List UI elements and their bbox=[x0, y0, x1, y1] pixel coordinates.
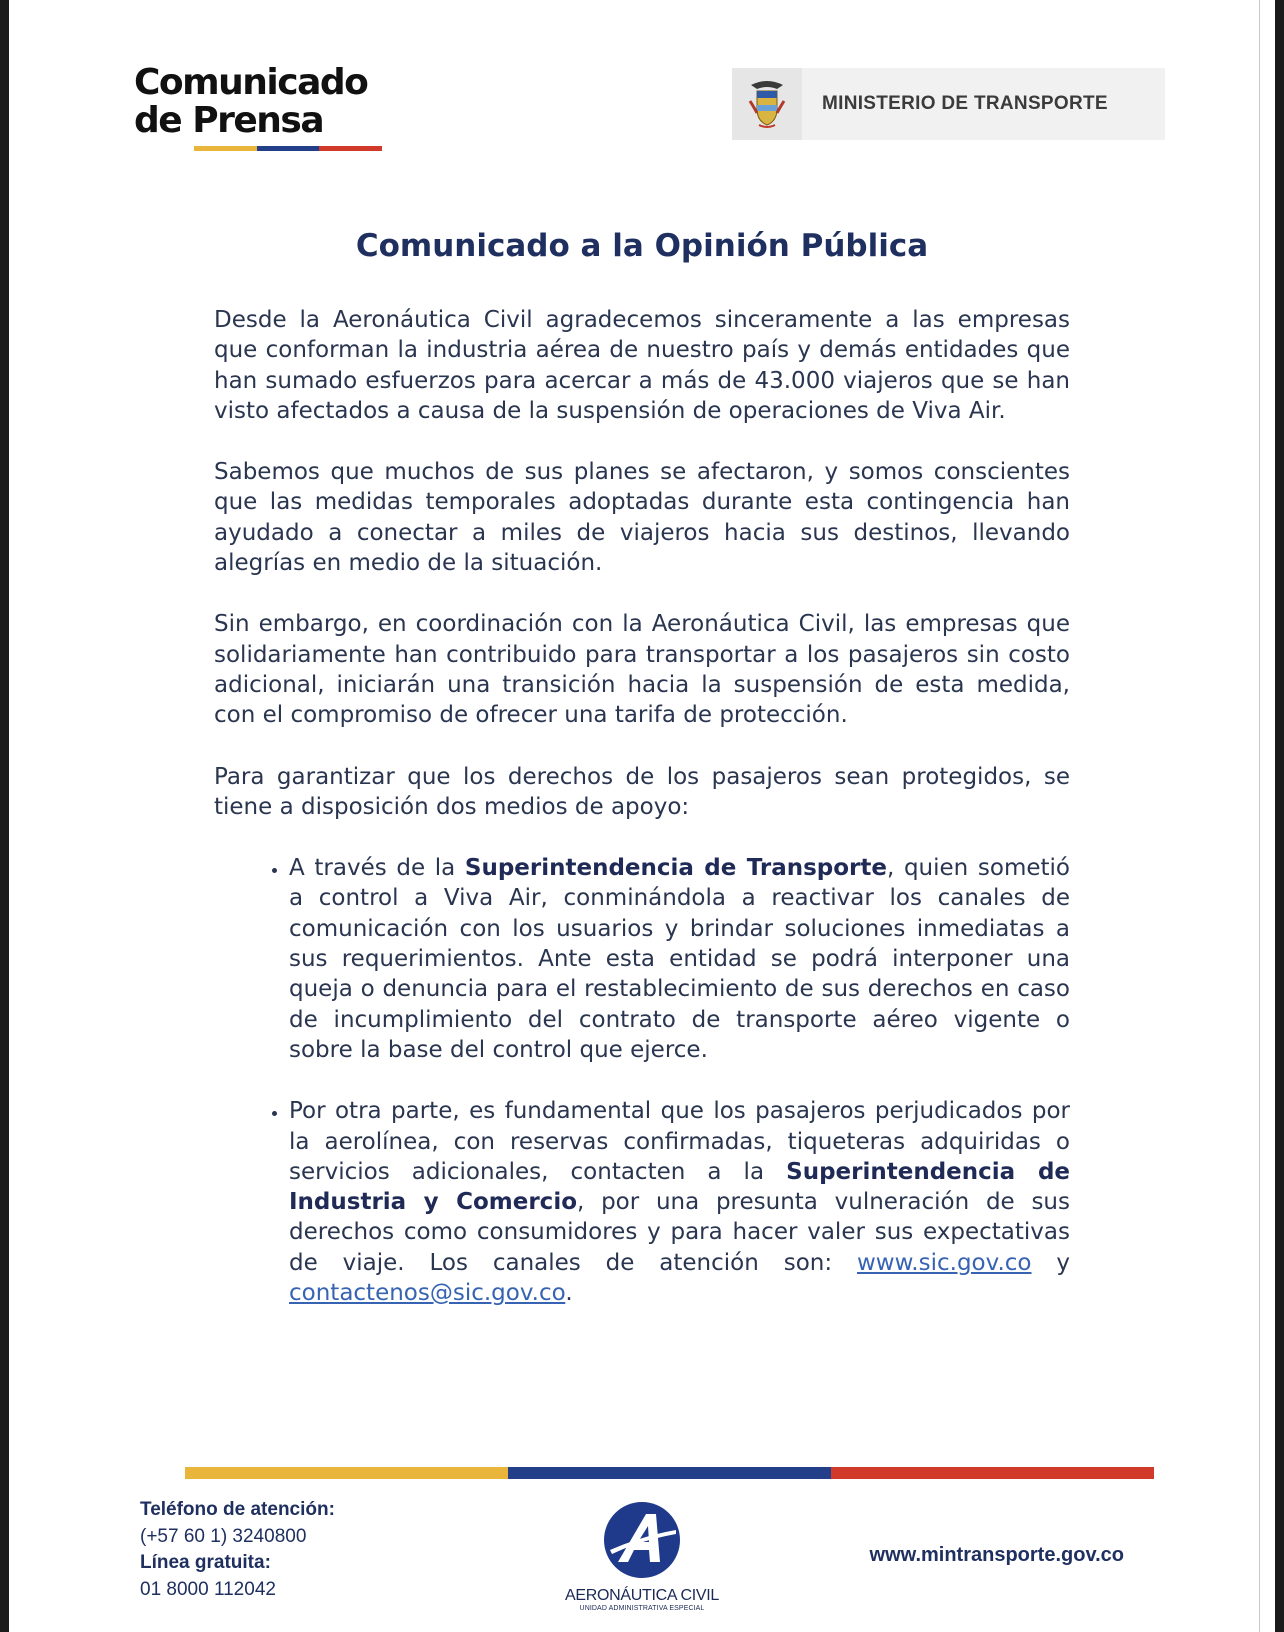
toll-free-number: 01 8000 112042 bbox=[140, 1578, 276, 1600]
list-item-industry-superintendency bbox=[289, 1096, 1070, 1308]
aerocivil-name: AERONÁUTICA CIVIL bbox=[564, 1587, 720, 1604]
brand-line-1: Comunicado bbox=[134, 62, 368, 103]
ministry-website[interactable]: www.mintransporte.gov.co bbox=[869, 1544, 1124, 1566]
ministry-name: MINISTERIO DE TRANSPORTE bbox=[822, 93, 1108, 114]
bullet-2-text-before: Por otra parte, es fundamental que los pasajeros perjudicados por la aerolínea, con reservas confirmadas, tiqueteras adquiridas o servicios adicionales, contacten a la bbox=[289, 1098, 1070, 1185]
brand-color-bar bbox=[194, 146, 382, 151]
colombia-coat-of-arms-icon bbox=[732, 68, 802, 140]
bullet-1-entity: Superintendencia de Transporte bbox=[464, 855, 887, 882]
aerocivil-logo bbox=[562, 1500, 722, 1612]
aerocivil-a-logo-icon bbox=[602, 1500, 682, 1580]
bullet-1-text-before: A través de la bbox=[289, 855, 465, 882]
document-body bbox=[214, 305, 1070, 1339]
paragraph-1: Desde la Aeronáutica Civil agradecemos sinceramente a las empresas que conforman la industria aérea de nuestro país y demás entidades que han sumado esfuerzos para acercar a más de 43.000 viajeros que se han visto afectados a causa de la suspensión de operaciones de Viva Air. bbox=[214, 307, 1070, 424]
aerocivil-subtitle: UNIDAD ADMINISTRATIVA ESPECIAL bbox=[579, 1605, 705, 1612]
phone-label: Teléfono de atención: bbox=[140, 1499, 335, 1520]
support-list bbox=[214, 853, 1070, 1308]
bullet-2-entity: Superintendencia de Industria y Comercio bbox=[289, 1158, 1071, 1216]
phone-number: (+57 60 1) 3240800 bbox=[140, 1525, 307, 1547]
bullet-1-text-after: , quien sometió a control a Viva Air, conminándola a reactivar los canales de comunicación con los usuarios y brindar soluciones inmediatas a sus requerimientos. Ante esta entidad se podrá interponer una queja o denuncia para el restablecimiento de sus derechos en caso de incumplimiento del contrato de transporte aéreo vigente o sobre la base del control que ejerce. bbox=[289, 855, 1070, 1063]
bullet-2-text-after: , por una presunta vulneración de sus derechos como consumidores y para hacer valer sus expectativas de viaje. Los canales de atención son: bbox=[289, 1189, 1070, 1276]
brand-line-2: de Prensa bbox=[134, 100, 324, 141]
toll-free-label: Línea gratuita: bbox=[140, 1552, 271, 1573]
footer-color-bar bbox=[185, 1467, 1154, 1479]
paragraph-2: Sabemos que muchos de sus planes se afectaron, y somos conscientes que las medidas temporales adoptadas durante esta contingencia han ayudado a conectar a miles de viajeros hacia sus destinos, llevando alegrías en medio de la situación. bbox=[214, 459, 1070, 577]
sic-website-link[interactable]: www.sic.gov.co bbox=[856, 1249, 1032, 1276]
document-title: Comunicado a la Opinión Pública bbox=[355, 228, 929, 264]
bullet-2-joiner: y bbox=[1031, 1249, 1070, 1276]
ministry-header bbox=[732, 68, 1165, 140]
contact-info bbox=[140, 1497, 335, 1603]
press-release-brand bbox=[134, 64, 382, 151]
sic-email-link[interactable]: contactenos@sic.gov.co bbox=[289, 1280, 566, 1307]
paragraph-3: Sin embargo, en coordinación con la Aeronáutica Civil, las empresas que solidariamente han contribuido para transportar a los pasajeros sin costo adicional, iniciarán una transición hacia la suspensión de esta medida, con el compromiso de ofrecer una tarifa de protección. bbox=[214, 611, 1070, 729]
bullet-2-end: . bbox=[565, 1280, 573, 1307]
paragraph-4: Para garantizar que los derechos de los pasajeros sean protegidos, se tiene a disposición dos medios de apoyo: bbox=[214, 763, 1070, 820]
list-item-transport-superintendency bbox=[289, 853, 1070, 1065]
